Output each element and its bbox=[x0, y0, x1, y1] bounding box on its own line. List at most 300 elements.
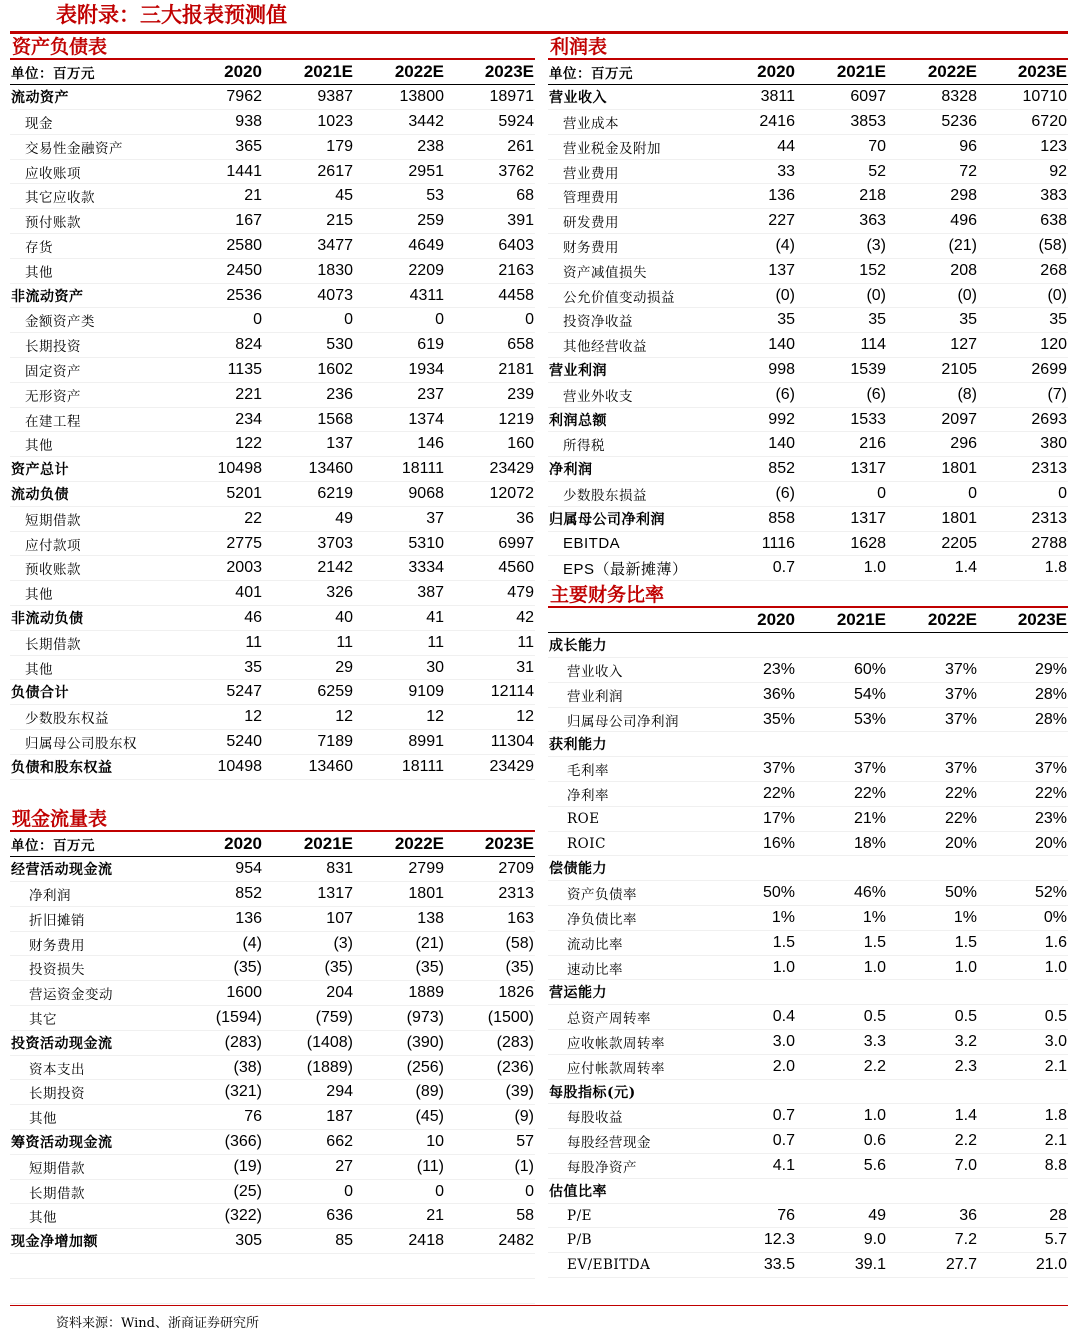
row-value: 365 bbox=[173, 134, 263, 159]
blank-cell bbox=[445, 1278, 535, 1303]
row-value: 831 bbox=[263, 857, 354, 882]
year-header: 2020 bbox=[173, 832, 263, 857]
row-value: 1628 bbox=[796, 531, 887, 556]
row-value: 8991 bbox=[354, 730, 445, 755]
row-value: 140 bbox=[706, 333, 796, 358]
header-row bbox=[10, 60, 535, 85]
table-row bbox=[10, 981, 535, 1006]
row-value: 2536 bbox=[173, 283, 263, 308]
row-value: 662 bbox=[263, 1130, 354, 1155]
row-value: 52% bbox=[978, 881, 1068, 906]
row-value: 998 bbox=[706, 358, 796, 383]
row-value: 10710 bbox=[978, 85, 1068, 110]
row-value bbox=[887, 1178, 978, 1203]
row-value: 11 bbox=[263, 630, 354, 655]
row-value bbox=[978, 980, 1068, 1005]
table-row bbox=[548, 457, 1068, 482]
row-value: 1801 bbox=[887, 457, 978, 482]
row-value: (973) bbox=[354, 1006, 445, 1031]
row-value: (759) bbox=[263, 1006, 354, 1031]
row-value: 496 bbox=[887, 209, 978, 234]
row-value: 18% bbox=[796, 831, 887, 856]
row-value: 12 bbox=[354, 705, 445, 730]
row-value: 8328 bbox=[887, 85, 978, 110]
row-label: 长期借款 bbox=[10, 630, 173, 655]
row-value: 0 bbox=[445, 308, 535, 333]
row-value: (8) bbox=[887, 382, 978, 407]
table-row bbox=[10, 1006, 535, 1031]
table-row bbox=[10, 556, 535, 581]
row-value: 2482 bbox=[445, 1229, 535, 1254]
row-label: 每股指标(元) bbox=[548, 1079, 706, 1104]
row-value: 2313 bbox=[978, 506, 1068, 531]
table-row bbox=[548, 633, 1068, 658]
row-value: 37% bbox=[796, 757, 887, 782]
row-value: (58) bbox=[978, 234, 1068, 259]
row-value: 21% bbox=[796, 806, 887, 831]
row-value: 0% bbox=[978, 906, 1068, 931]
row-value bbox=[796, 856, 887, 881]
row-value: (0) bbox=[796, 283, 887, 308]
row-value bbox=[796, 633, 887, 658]
row-value: 37% bbox=[887, 757, 978, 782]
row-value bbox=[887, 856, 978, 881]
row-label: 其他 bbox=[10, 1204, 173, 1229]
row-label: 每股净资产 bbox=[548, 1154, 706, 1179]
row-value: (89) bbox=[354, 1080, 445, 1105]
table-row bbox=[548, 682, 1068, 707]
table-row bbox=[10, 134, 535, 159]
row-value: 1.4 bbox=[887, 556, 978, 581]
row-label: 总资产周转率 bbox=[548, 1005, 706, 1030]
row-label: 长期借款 bbox=[10, 1179, 173, 1204]
table-row bbox=[548, 782, 1068, 807]
row-value: 2.0 bbox=[706, 1054, 796, 1079]
row-value: 50% bbox=[887, 881, 978, 906]
row-value: 0 bbox=[263, 1179, 354, 1204]
row-value: (7) bbox=[978, 382, 1068, 407]
row-label: 非流动负债 bbox=[10, 606, 173, 631]
row-value: 3477 bbox=[263, 234, 354, 259]
row-value: 12 bbox=[445, 705, 535, 730]
table-row bbox=[10, 630, 535, 655]
row-label: 研发费用 bbox=[548, 209, 706, 234]
row-value: 140 bbox=[706, 432, 796, 457]
row-value: 40 bbox=[263, 606, 354, 631]
row-value: 1826 bbox=[445, 981, 535, 1006]
row-value: 0.5 bbox=[887, 1005, 978, 1030]
row-value: 7189 bbox=[263, 730, 354, 755]
row-value: 13460 bbox=[263, 754, 354, 779]
table-row bbox=[548, 1178, 1068, 1203]
row-value: 1.5 bbox=[796, 930, 887, 955]
row-label: 营业收入 bbox=[548, 658, 706, 683]
row-value: 13800 bbox=[354, 85, 445, 110]
row-value: 6259 bbox=[263, 680, 354, 705]
row-value: 619 bbox=[354, 333, 445, 358]
row-value: 1317 bbox=[796, 506, 887, 531]
row-value: (1408) bbox=[263, 1030, 354, 1055]
row-value: 12 bbox=[263, 705, 354, 730]
table-row bbox=[548, 930, 1068, 955]
table-row bbox=[548, 258, 1068, 283]
row-label: 筹资活动现金流 bbox=[10, 1130, 173, 1155]
row-value bbox=[796, 980, 887, 1005]
row-label: 投资活动现金流 bbox=[10, 1030, 173, 1055]
row-value: 237 bbox=[354, 382, 445, 407]
row-value: 10498 bbox=[173, 754, 263, 779]
row-value: 0.4 bbox=[706, 1005, 796, 1030]
row-label: 净利润 bbox=[10, 882, 173, 907]
row-value: (4) bbox=[706, 234, 796, 259]
row-value: 1219 bbox=[445, 407, 535, 432]
page-title: 表附录：三大报表预测值 bbox=[56, 2, 287, 27]
row-value: 35 bbox=[887, 308, 978, 333]
row-value: 37% bbox=[887, 682, 978, 707]
row-value: 6097 bbox=[796, 85, 887, 110]
table-row bbox=[10, 655, 535, 680]
row-value: 2788 bbox=[978, 531, 1068, 556]
row-value: 221 bbox=[173, 382, 263, 407]
header-row bbox=[548, 60, 1068, 85]
table-row bbox=[10, 1179, 535, 1204]
row-value: 29 bbox=[263, 655, 354, 680]
row-label: 净利润 bbox=[548, 457, 706, 482]
row-value: 1602 bbox=[263, 358, 354, 383]
row-value: 20% bbox=[978, 831, 1068, 856]
row-label: 成长能力 bbox=[548, 633, 706, 658]
table-row bbox=[10, 1055, 535, 1080]
row-value: 30 bbox=[354, 655, 445, 680]
row-label: 固定资产 bbox=[10, 358, 173, 383]
row-value: 9109 bbox=[354, 680, 445, 705]
table-row bbox=[10, 1130, 535, 1155]
row-label: 归属母公司净利润 bbox=[548, 506, 706, 531]
row-label: 应收账项 bbox=[10, 159, 173, 184]
row-value: 4073 bbox=[263, 283, 354, 308]
row-value: 9387 bbox=[263, 85, 354, 110]
row-value: 2.2 bbox=[796, 1054, 887, 1079]
row-value: 22% bbox=[978, 782, 1068, 807]
table-row bbox=[548, 1054, 1068, 1079]
table-row bbox=[548, 1030, 1068, 1055]
row-value: 261 bbox=[445, 134, 535, 159]
income-statement-panel bbox=[548, 34, 1068, 581]
row-label: P/B bbox=[548, 1228, 706, 1253]
row-value: 0.5 bbox=[978, 1005, 1068, 1030]
row-value: 3442 bbox=[354, 110, 445, 135]
row-value: 658 bbox=[445, 333, 535, 358]
row-label: 每股收益 bbox=[548, 1104, 706, 1129]
row-label: 毛利率 bbox=[548, 757, 706, 782]
row-label: 营业外收支 bbox=[548, 382, 706, 407]
row-value bbox=[978, 1178, 1068, 1203]
row-value: 11304 bbox=[445, 730, 535, 755]
table-row bbox=[548, 1253, 1068, 1278]
row-value: (6) bbox=[796, 382, 887, 407]
row-value: 44 bbox=[706, 134, 796, 159]
row-label: 折旧摊销 bbox=[10, 906, 173, 931]
table-row bbox=[10, 1154, 535, 1179]
row-value: (1500) bbox=[445, 1006, 535, 1031]
row-value: (256) bbox=[354, 1055, 445, 1080]
row-value: 17% bbox=[706, 806, 796, 831]
row-label: 负债合计 bbox=[10, 680, 173, 705]
table-row bbox=[10, 85, 535, 110]
year-header: 2022E bbox=[887, 60, 978, 85]
row-label: 营业税金及附加 bbox=[548, 134, 706, 159]
row-value: 1568 bbox=[263, 407, 354, 432]
table-row bbox=[548, 333, 1068, 358]
row-value: 22% bbox=[887, 806, 978, 831]
row-value: 11 bbox=[354, 630, 445, 655]
unit-label bbox=[548, 608, 706, 633]
row-value: 1.0 bbox=[796, 1104, 887, 1129]
table-row bbox=[548, 1104, 1068, 1129]
blank-cell bbox=[354, 1254, 445, 1279]
row-value: (35) bbox=[354, 956, 445, 981]
table-row bbox=[10, 1030, 535, 1055]
table-row bbox=[548, 531, 1068, 556]
row-value bbox=[706, 1079, 796, 1104]
row-value: 2450 bbox=[173, 258, 263, 283]
row-value: 6997 bbox=[445, 531, 535, 556]
row-value: 1934 bbox=[354, 358, 445, 383]
row-value: 3853 bbox=[796, 110, 887, 135]
table-row bbox=[10, 159, 535, 184]
row-value: 13460 bbox=[263, 457, 354, 482]
row-value: 35 bbox=[796, 308, 887, 333]
row-value: 57 bbox=[445, 1130, 535, 1155]
row-label: 应付款项 bbox=[10, 531, 173, 556]
row-value: 136 bbox=[706, 184, 796, 209]
table-row bbox=[548, 556, 1068, 581]
row-value: (1889) bbox=[263, 1055, 354, 1080]
table-row bbox=[548, 856, 1068, 881]
table-row bbox=[548, 482, 1068, 507]
row-label: 其它 bbox=[10, 1006, 173, 1031]
row-value: 23429 bbox=[445, 457, 535, 482]
row-value: 27.7 bbox=[887, 1253, 978, 1278]
row-value: (21) bbox=[354, 931, 445, 956]
row-label: 速动比率 bbox=[548, 955, 706, 980]
row-label: P/E bbox=[548, 1203, 706, 1228]
row-value: 636 bbox=[263, 1204, 354, 1229]
row-value: 5.7 bbox=[978, 1228, 1068, 1253]
row-value: 114 bbox=[796, 333, 887, 358]
row-value: 0 bbox=[796, 482, 887, 507]
row-label: ROE bbox=[548, 806, 706, 831]
row-value: 50% bbox=[706, 881, 796, 906]
row-value: 4458 bbox=[445, 283, 535, 308]
table-row bbox=[10, 931, 535, 956]
row-label: 管理费用 bbox=[548, 184, 706, 209]
row-value: 6219 bbox=[263, 482, 354, 507]
table-row bbox=[548, 358, 1068, 383]
table-row bbox=[548, 110, 1068, 135]
row-value: 2205 bbox=[887, 531, 978, 556]
year-header: 2021E bbox=[263, 60, 354, 85]
table-row bbox=[548, 1129, 1068, 1154]
row-label: 预付账款 bbox=[10, 209, 173, 234]
row-value: 107 bbox=[263, 906, 354, 931]
row-value: (9) bbox=[445, 1105, 535, 1130]
row-value: 11 bbox=[445, 630, 535, 655]
row-value: 236 bbox=[263, 382, 354, 407]
header-row bbox=[10, 832, 535, 857]
row-value: 4649 bbox=[354, 234, 445, 259]
blank-cell bbox=[263, 1278, 354, 1303]
table-row bbox=[548, 432, 1068, 457]
year-header: 2020 bbox=[173, 60, 263, 85]
table-row bbox=[548, 658, 1068, 683]
row-value: 383 bbox=[978, 184, 1068, 209]
row-value: (35) bbox=[173, 956, 263, 981]
row-value: 10498 bbox=[173, 457, 263, 482]
year-header: 2022E bbox=[354, 832, 445, 857]
table-row bbox=[10, 531, 535, 556]
row-value: 216 bbox=[796, 432, 887, 457]
blank-cell bbox=[445, 1254, 535, 1279]
row-label: 其他经营收益 bbox=[548, 333, 706, 358]
row-label: 无形资产 bbox=[10, 382, 173, 407]
row-value: 992 bbox=[706, 407, 796, 432]
row-value: 138 bbox=[354, 906, 445, 931]
row-label: 营运能力 bbox=[548, 980, 706, 1005]
table-row bbox=[10, 506, 535, 531]
table-row bbox=[10, 754, 535, 779]
row-value: 530 bbox=[263, 333, 354, 358]
row-value: 6720 bbox=[978, 110, 1068, 135]
row-label: 现金净增加额 bbox=[10, 1229, 173, 1254]
row-label: 流动负债 bbox=[10, 482, 173, 507]
row-value: 1.6 bbox=[978, 930, 1068, 955]
row-value: (1) bbox=[445, 1154, 535, 1179]
row-value: 60% bbox=[796, 658, 887, 683]
table-row bbox=[548, 806, 1068, 831]
row-value: 0 bbox=[354, 308, 445, 333]
row-value bbox=[796, 1178, 887, 1203]
row-label: 短期借款 bbox=[10, 1154, 173, 1179]
row-value: 2693 bbox=[978, 407, 1068, 432]
row-label: EBITDA bbox=[548, 531, 706, 556]
row-label: 其他 bbox=[10, 432, 173, 457]
row-value: 1023 bbox=[263, 110, 354, 135]
table-row bbox=[10, 283, 535, 308]
row-value: 123 bbox=[978, 134, 1068, 159]
table-row bbox=[548, 831, 1068, 856]
table-row bbox=[548, 1154, 1068, 1179]
row-label: 获利能力 bbox=[548, 732, 706, 757]
row-label: 资产负债率 bbox=[548, 881, 706, 906]
row-value: 12 bbox=[173, 705, 263, 730]
table-row bbox=[10, 407, 535, 432]
row-value: 39.1 bbox=[796, 1253, 887, 1278]
row-value: 37% bbox=[978, 757, 1068, 782]
row-value bbox=[887, 1079, 978, 1104]
row-value: 2313 bbox=[445, 882, 535, 907]
row-value: 0 bbox=[887, 482, 978, 507]
row-value: 1889 bbox=[354, 981, 445, 1006]
row-label: 估值比率 bbox=[548, 1178, 706, 1203]
row-value: 10 bbox=[354, 1130, 445, 1155]
row-value: 1% bbox=[887, 906, 978, 931]
row-value: (390) bbox=[354, 1030, 445, 1055]
row-value: (6) bbox=[706, 482, 796, 507]
table-row bbox=[10, 730, 535, 755]
ratios-title: 主要财务比率 bbox=[548, 582, 1068, 608]
table-row bbox=[10, 382, 535, 407]
row-value: 1% bbox=[706, 906, 796, 931]
row-value: 4560 bbox=[445, 556, 535, 581]
row-value: 5310 bbox=[354, 531, 445, 556]
row-value: 234 bbox=[173, 407, 263, 432]
row-value: 18111 bbox=[354, 457, 445, 482]
row-value: 1.0 bbox=[796, 955, 887, 980]
balance-sheet-title: 资产负债表 bbox=[10, 34, 535, 60]
row-value: 387 bbox=[354, 581, 445, 606]
row-value: 22% bbox=[887, 782, 978, 807]
row-value: 36 bbox=[445, 506, 535, 531]
blank-cell bbox=[10, 1254, 173, 1279]
row-value: (366) bbox=[173, 1130, 263, 1155]
row-value: 21 bbox=[173, 184, 263, 209]
table-row bbox=[10, 1080, 535, 1105]
row-value: 137 bbox=[706, 258, 796, 283]
row-value: 7962 bbox=[173, 85, 263, 110]
year-header: 2020 bbox=[706, 60, 796, 85]
row-value: 54% bbox=[796, 682, 887, 707]
row-value: 1600 bbox=[173, 981, 263, 1006]
table-row bbox=[548, 506, 1068, 531]
row-label: 财务费用 bbox=[548, 234, 706, 259]
row-value: 160 bbox=[445, 432, 535, 457]
row-label: 长期投资 bbox=[10, 1080, 173, 1105]
row-value: (3) bbox=[796, 234, 887, 259]
row-value: 1.0 bbox=[796, 556, 887, 581]
row-value: 0 bbox=[173, 308, 263, 333]
table-row bbox=[10, 857, 535, 882]
row-value: 2181 bbox=[445, 358, 535, 383]
row-value bbox=[706, 980, 796, 1005]
year-header: 2021E bbox=[263, 832, 354, 857]
row-value: 204 bbox=[263, 981, 354, 1006]
row-label: 应付帐款周转率 bbox=[548, 1054, 706, 1079]
blank-cell bbox=[173, 1254, 263, 1279]
row-value: 5247 bbox=[173, 680, 263, 705]
table-row bbox=[548, 134, 1068, 159]
row-value: 2580 bbox=[173, 234, 263, 259]
row-value: 1135 bbox=[173, 358, 263, 383]
row-value: (1594) bbox=[173, 1006, 263, 1031]
row-value bbox=[796, 1079, 887, 1104]
table-row bbox=[10, 906, 535, 931]
table-row bbox=[10, 956, 535, 981]
row-value: 33 bbox=[706, 159, 796, 184]
row-label: 财务费用 bbox=[10, 931, 173, 956]
row-label: 利润总额 bbox=[548, 407, 706, 432]
row-value: 3334 bbox=[354, 556, 445, 581]
year-header: 2023E bbox=[978, 60, 1068, 85]
table-row bbox=[10, 432, 535, 457]
table-row bbox=[548, 1079, 1068, 1104]
row-value: (236) bbox=[445, 1055, 535, 1080]
row-value: (35) bbox=[445, 956, 535, 981]
row-label: 每股经营现金 bbox=[548, 1129, 706, 1154]
row-value: (283) bbox=[445, 1030, 535, 1055]
year-header: 2023E bbox=[445, 832, 535, 857]
row-value: 1801 bbox=[887, 506, 978, 531]
